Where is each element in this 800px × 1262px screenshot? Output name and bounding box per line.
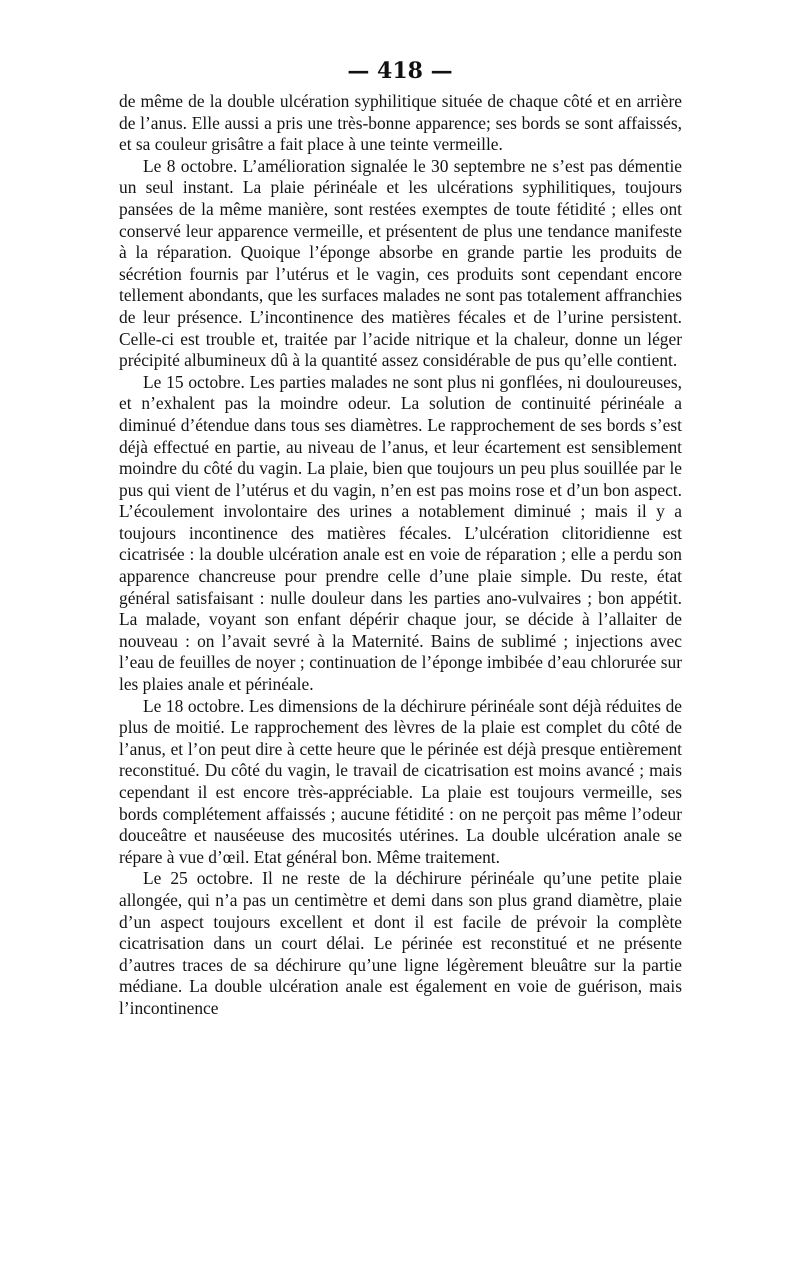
paragraph-18-octobre: Le 18 octobre. Les dimensions de la déchirure périnéale sont déjà réduites de plus de moitié. Le rapprochement des lèvres de la plaie est complet du côté de l’anus, et l’on peut dire à cette heure que le périnée est déjà presque entièrement reconstitué. Du côté du vagin, le travail de cicatrisation est moins avancé ; mais cependant il est encore très-appréciable. La plaie est toujours vermeille, ses bords complétement affaissés ; aucune fétidité : on ne perçoit pas même l’odeur douceâtre et nauséeuse des mucosités utérines. La double ulcération anale se répare à vue d’œil. Etat général bon. Même traitement.: [119, 695, 682, 867]
page-number-header: — 418 —: [347, 58, 453, 84]
paragraph-continuation: de même de la double ulcération syphilitique située de chaque côté et en arrière de l’anus. Elle aussi a pris une très-bonne apparence; ses bords se sont affaissés, et sa couleur grisâtre a fait place à une teinte vermeille.: [119, 91, 682, 155]
body-text: [119, 91, 682, 1020]
paragraph-8-octobre: Le 8 octobre. L’amélioration signalée le 30 septembre ne s’est pas démentie un seul instant. La plaie périnéale et les ulcérations syphilitiques, toujours pansées de la même manière, sont restées exemptes de toute fétidité ; elles ont conservé leur apparence vermeille, et présentent de plus une tendance manifeste à la réparation. Quoique l’éponge absorbe en grande partie les produits de sécrétion fournis par l’utérus et le vagin, ces produits sont cependant encore tellement abondants, que les surfaces malades ne sont pas totalement affranchies de leur présence. L’incontinence des matières fécales et de l’urine persistent. Celle-ci est trouble et, traitée par l’acide nitrique et la chaleur, donne un léger précipité albumineux dû à la quantité assez considérable de pus qu’elle contient.: [119, 155, 682, 371]
paragraph-25-octobre: Le 25 octobre. Il ne reste de la déchirure périnéale qu’une petite plaie allongée, qui n’a pas un centimètre et demi dans son plus grand diamètre, plaie d’un aspect toujours excellent et dont il est facile de prévoir la complète cicatrisation dans un court délai. Le périnée est reconstitué et ne présente d’autres traces de sa déchirure qu’une ligne légèrement bleuâtre sur la partie médiane. La double ulcération anale est également en voie de guérison, mais l’incontinence: [119, 868, 682, 1018]
paragraph-15-octobre: Le 15 octobre. Les parties malades ne sont plus ni gonflées, ni douloureuses, et n’exhalent pas la moindre odeur. La solution de continuité périnéale a diminué d’étendue dans tous ses diamètres. Le rapprochement de ses bords s’est déjà effectué en partie, au niveau de l’anus, et leur écartement est sensiblement moindre du côté du vagin. La plaie, bien que toujours un peu plus souillée par le pus qui vient de l’utérus et du vagin, n’en est pas moins rose et d’un bon aspect. L’écoulement involontaire des urines a notablement diminué ; mais il y a toujours incontinence des matières fécales. L’ulcération clitoridienne est cicatrisée : la double ulcération anale est en voie de réparation ; elle a perdu son apparence chancreuse pour prendre celle d’une plaie simple. Du reste, état général satisfaisant : nulle douleur dans les parties ano-vulvaires ; bon appétit. La malade, voyant son enfant dépérir chaque jour, se décide à l’allaiter de nouveau : on l’avait sevré à la Maternité. Bains de sublimé ; injections avec l’eau de feuilles de noyer ; continuation de l’éponge imbibée d’eau chlorurée sur les plaies anale et périnéale.: [119, 371, 682, 695]
